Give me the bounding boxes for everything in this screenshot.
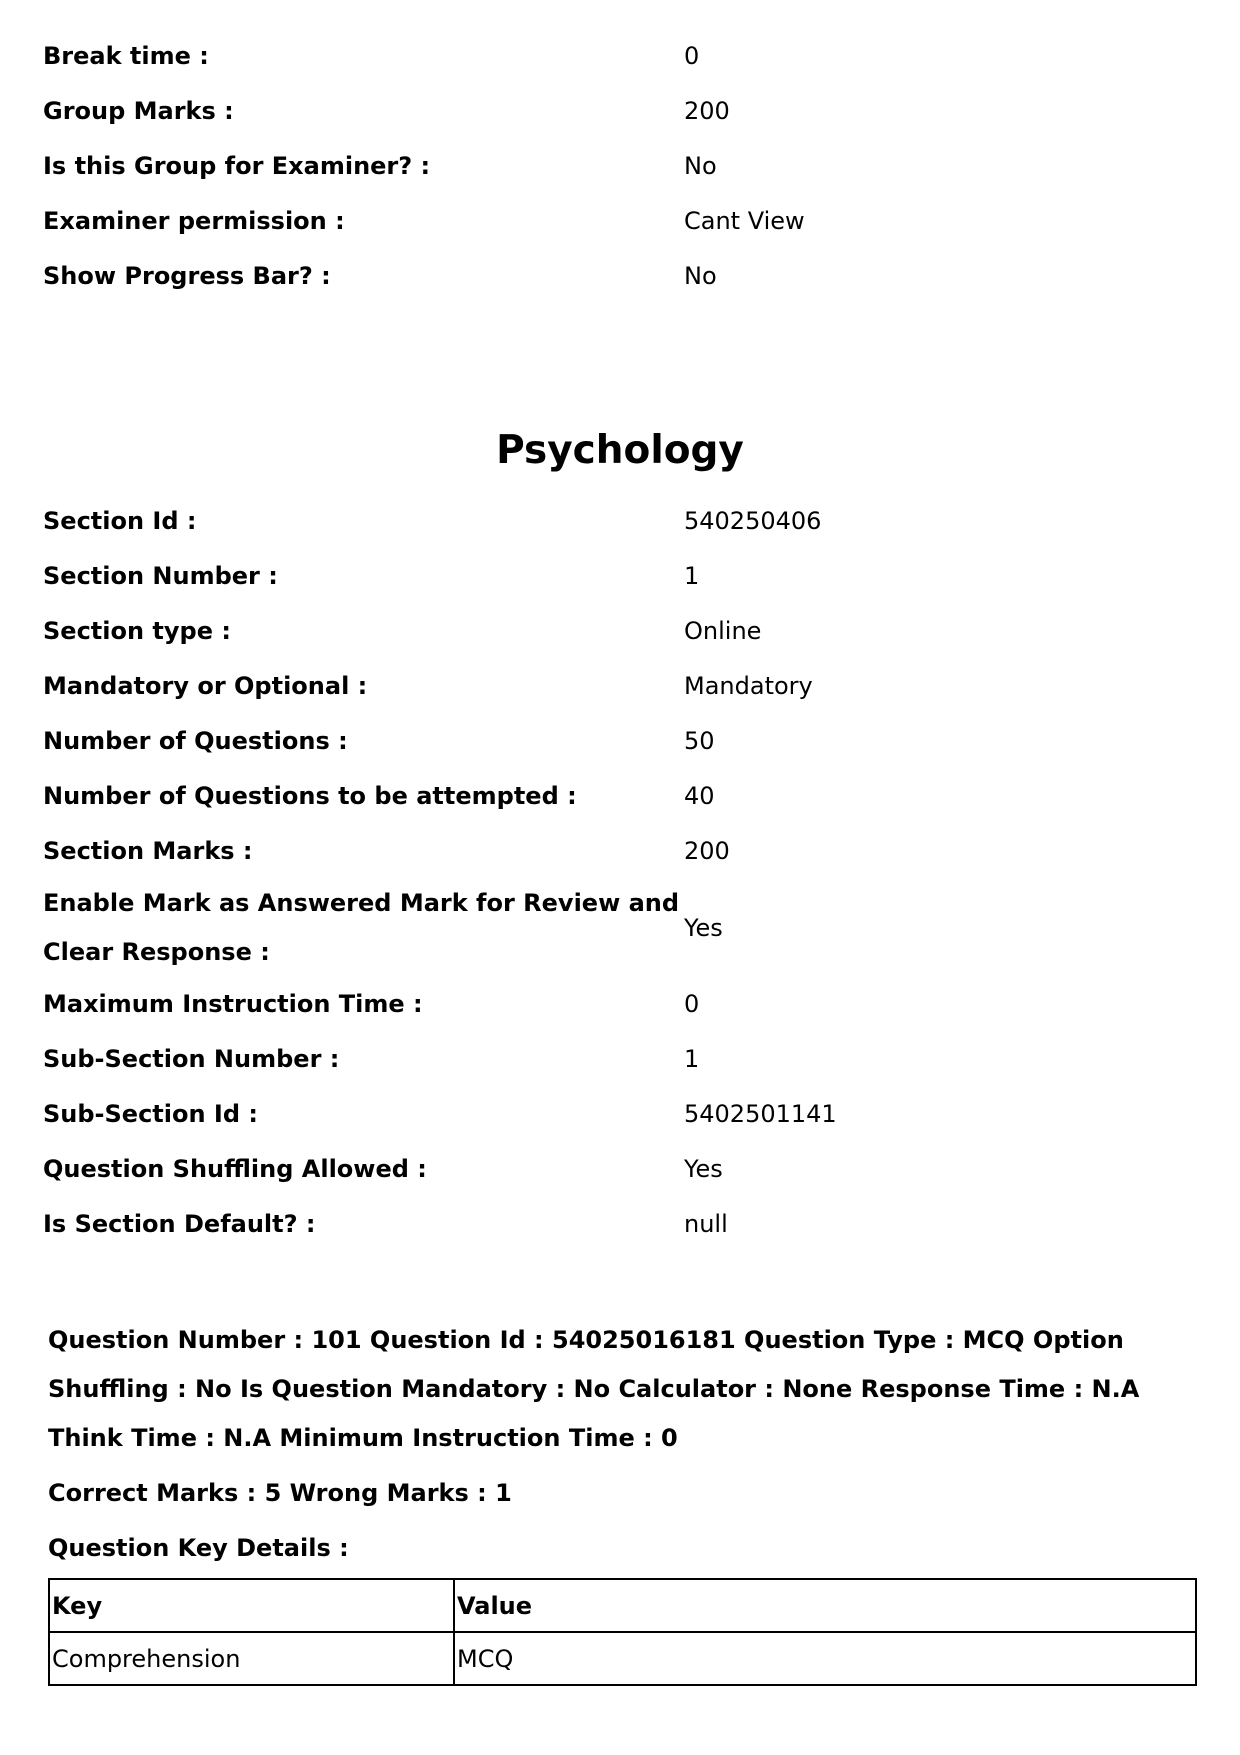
question-info-line: Question Number : 101 Question Id : 54025016181 Question Type : MCQ Option Shuffling : No Is Question Mandatory : No Calculator : None Response Time : N.A Think Time : N.A Minimum Instruction Time : 0 [48,1326,1140,1452]
key-table-row [49,1632,1196,1685]
section-info-value: 5402501141 [684,1100,837,1128]
section-info-label: Question Shuffling Allowed : [43,1155,427,1183]
section-info-row [43,604,1204,659]
question-key-details-title: Question Key Details : [48,1534,349,1562]
group-info-row [43,29,1204,84]
section-info-value: 0 [684,990,700,1018]
group-info-label: Break time : [43,42,209,70]
group-info-table [43,29,1204,304]
section-info-value: 1 [684,562,700,590]
group-info-label: Examiner permission : [43,207,345,235]
section-info-label: Is Section Default? : [43,1210,316,1238]
section-info-label: Number of Questions : [43,727,348,755]
section-info-label: Section Id : [43,507,197,535]
section-info-label: Enable Mark as Answered Mark for Review and Clear Response : [43,889,680,966]
group-info-value: 0 [684,42,700,70]
group-info-value: Cant View [684,207,805,235]
section-info-row [43,494,1204,549]
section-info-table [43,494,1204,1252]
group-info-row [43,249,1204,304]
question-block [48,1316,1208,1573]
section-info-value: Online [684,617,762,645]
key-table-cell-value: MCQ [454,1632,1196,1685]
section-info-row [43,659,1204,714]
section-info-label: Maximum Instruction Time : [43,990,423,1018]
group-info-row [43,84,1204,139]
group-info-label: Is this Group for Examiner? : [43,152,431,180]
group-info-value: No [684,152,717,180]
section-info-value: 50 [684,727,715,755]
section-info-row [43,1197,1204,1252]
group-info-row [43,139,1204,194]
section-info-label: Section type : [43,617,231,645]
section-info-label: Mandatory or Optional : [43,672,368,700]
key-table-cell-key: Comprehension [49,1632,454,1685]
section-info-label: Section Number : [43,562,278,590]
section-info-row [43,549,1204,604]
section-info-label: Section Marks : [43,837,253,865]
section-title: Psychology [496,428,744,473]
group-info-row [43,194,1204,249]
section-info-row [43,1032,1204,1087]
key-table-header-key: Key [49,1579,454,1632]
section-info-value: 200 [684,837,730,865]
group-info-label: Group Marks : [43,97,234,125]
section-info-row [43,714,1204,769]
section-info-row [43,824,1204,879]
key-table-header-value: Value [454,1579,1196,1632]
section-info-value: Yes [684,1155,723,1183]
section-info-label: Number of Questions to be attempted : [43,782,577,810]
section-info-row [43,1142,1204,1197]
section-info-row [43,879,1204,977]
section-info-value: 540250406 [684,507,822,535]
section-info-value: 40 [684,782,715,810]
section-info-row [43,1087,1204,1142]
question-marks-line: Correct Marks : 5 Wrong Marks : 1 [48,1479,512,1507]
section-info-value: null [684,1210,728,1238]
question-key-table [48,1578,1197,1686]
section-info-label: Sub-Section Number : [43,1045,340,1073]
section-info-value: 1 [684,1045,700,1073]
section-info-value: Mandatory [684,672,813,700]
group-info-value: No [684,262,717,290]
group-info-label: Show Progress Bar? : [43,262,331,290]
key-table-header-row [49,1579,1196,1632]
section-info-label: Sub-Section Id : [43,1100,258,1128]
group-info-value: 200 [684,97,730,125]
section-info-value: Yes [684,913,723,942]
section-info-row [43,977,1204,1032]
section-info-row [43,769,1204,824]
